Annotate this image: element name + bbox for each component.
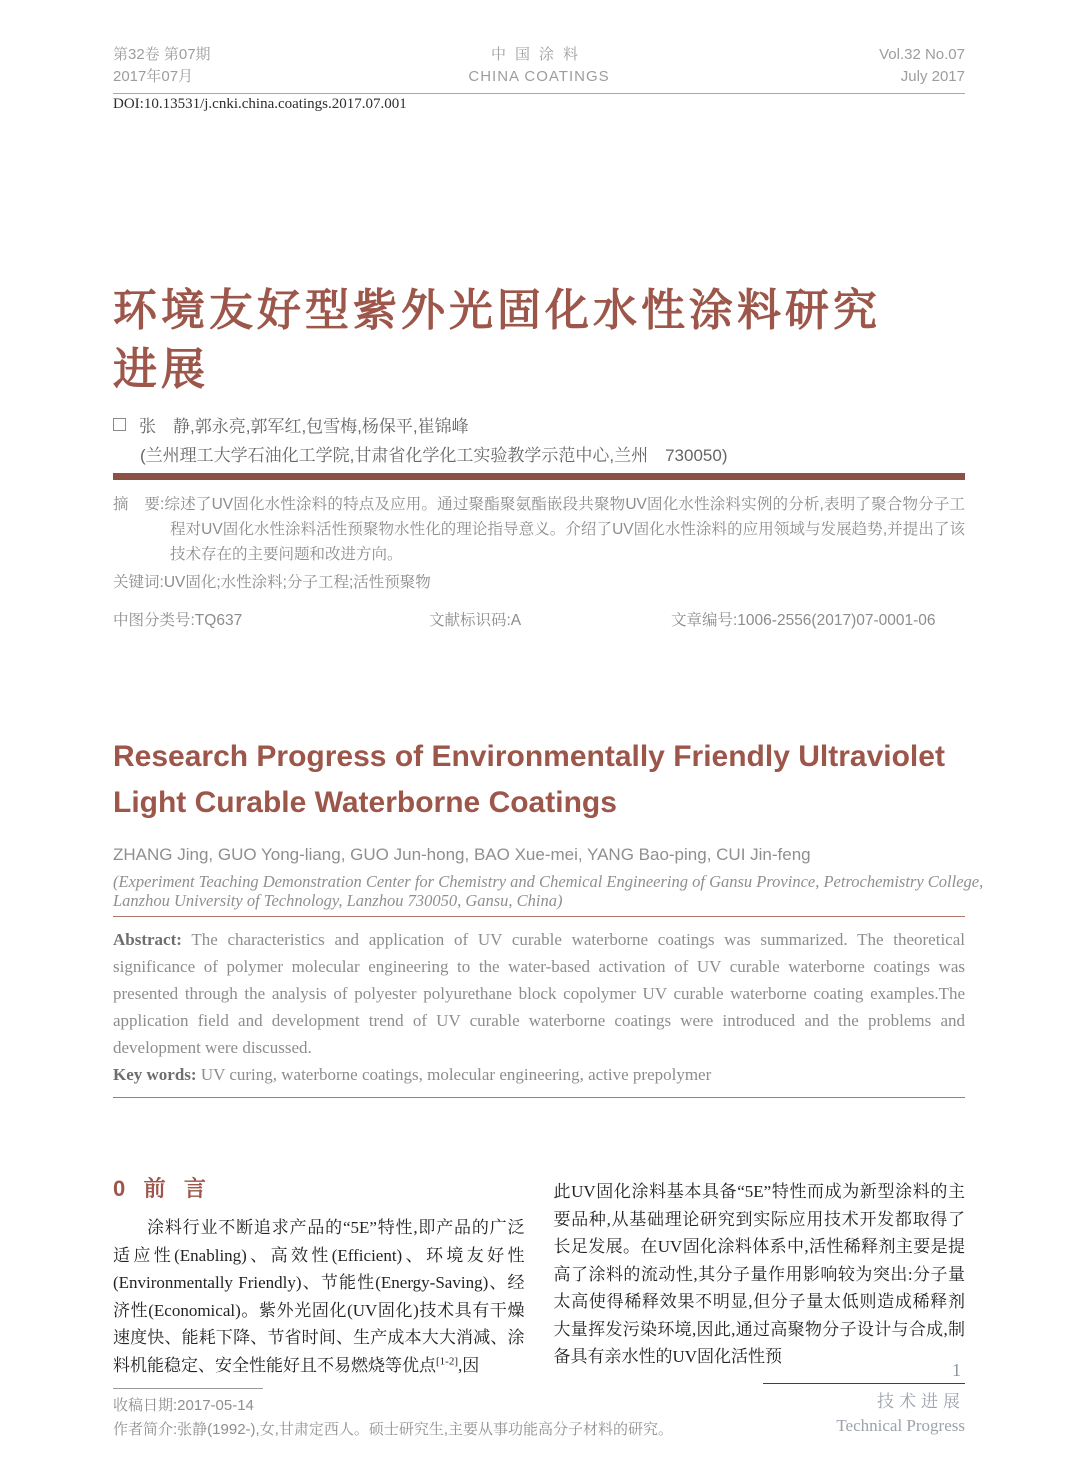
authors-en: ZHANG Jing, GUO Yong-liang, GUO Jun-hong, BAO Xue-mei, YANG Bao-ping, CUI Jin-feng	[113, 845, 811, 864]
journal-header	[113, 0, 965, 88]
doi: DOI:10.13531/j.cnki.china.coatings.2017.07.001	[113, 96, 407, 112]
volume-issue-cn: 第32卷 第07期	[113, 46, 211, 63]
author-square-icon	[113, 418, 126, 431]
article-title-cn-line1: 环境友好型紫外光固化水性涂料研究	[113, 286, 881, 335]
classification-row	[113, 608, 965, 630]
article-title-en-line1: Research Progress of Environmentally Friendly Ultraviolet	[113, 740, 945, 773]
column-name-en: Technical Progress	[836, 1416, 965, 1435]
document-code: 文献标识码:A	[429, 612, 522, 629]
volume-issue-en: Vol.32 No.07	[879, 46, 965, 63]
header-divider	[113, 93, 965, 94]
page-footer-rule	[763, 1383, 965, 1384]
article-title-en-line2: Light Curable Waterborne Coatings	[113, 786, 617, 819]
citation-ref: [1-2]	[436, 1354, 458, 1367]
section-heading-intro: 0 前 言	[113, 1176, 206, 1201]
keywords-cn-label: 关键词:	[113, 574, 164, 591]
intro-paragraph-left	[113, 1214, 525, 1379]
clc-number: 中图分类号:TQ637	[113, 612, 243, 629]
affiliation-en-line2: Lanzhou University of Technology, Lanzhou 730050, Gansu, China)	[113, 891, 563, 910]
affiliation-en	[113, 872, 984, 910]
date-en: July 2017	[900, 68, 965, 85]
page-footer	[763, 1360, 965, 1438]
intro-paragraph-right: 此UV固化涂料基本具备“5E”特性而成为新型涂料的主要品种,从基础理论研究到实际应用技术开发都取得了长足发展。在UV固化涂料体系中,活性稀释剂主要是提高了涂料的流动性,其分子量作用影响较为突出:分子量太高使得稀释效果不明显,但分子量太低则造成稀释剂大量挥发污染环境,因此,通过高聚物分子设计与合成,制备具有亲水性的UV固化活性预	[553, 1182, 965, 1366]
journal-name-cn: 中国涂料	[490, 46, 587, 63]
keywords-en	[113, 1061, 965, 1088]
accent-bar	[113, 473, 965, 480]
body-column-right	[554, 1178, 966, 1379]
header-volume-issue-en	[685, 44, 965, 88]
abstract-bottom-rule	[113, 1097, 965, 1098]
article-title-cn-line2: 进展	[113, 345, 209, 394]
article-title-en	[113, 734, 965, 826]
column-name-cn: 技术进展	[877, 1392, 965, 1411]
abstract-en	[113, 926, 965, 1061]
affiliation-en-line1: (Experiment Teaching Demonstration Center for Chemistry and Chemical Engineering of Gansu Province, Petrochemistry College,	[113, 872, 984, 891]
journal-name-en: CHINA COATINGS	[468, 68, 610, 85]
article-title-cn	[113, 281, 965, 399]
abstract-cn	[113, 492, 965, 567]
footnote-rule	[113, 1388, 263, 1389]
abstract-cn-label: 摘 要:	[113, 496, 165, 513]
article-id: 文章编号:1006-2556(2017)07-0001-06	[671, 612, 936, 629]
header-volume-issue-cn	[113, 44, 393, 88]
abstract-en-text: The characteristics and application of UV curable waterborne coatings was summarized. The theoretical significance of polymer molecular engineering to the water-based activation of UV curable waterborne coatings was presented through the analysis of polyester polyurethane block copolymer UV curable waterborne coating examples.The application field and development trend of UV curable waterborne coatings were introduced and the problems and development were discussed.	[113, 930, 965, 1057]
authors-cn: 张 静,郭永亮,郭军红,包雪梅,杨保平,崔锦峰	[139, 417, 469, 436]
abstract-top-rule	[113, 916, 965, 917]
intro-left-tail: ,因	[458, 1355, 480, 1375]
page-number: 1	[952, 1360, 961, 1380]
abstract-cn-text: 综述了UV固化水性涂料的特点及应用。通过聚酯聚氨酯嵌段共聚物UV固化水性涂料实例的分析,表明了聚合物分子工程对UV固化水性涂料活性预聚物水性化的理论指导意义。介绍了UV固化水性涂料的应用领域与发展趋势,并提出了该技术存在的主要问题和改进方向。	[164, 496, 966, 563]
affiliation-cn: (兰州理工大学石油化工学院,甘肃省化学化工实验教学示范中心,兰州 730050)	[140, 446, 728, 465]
journal-name	[393, 44, 685, 88]
abstract-en-label: Abstract:	[113, 930, 182, 949]
author-bio: 作者简介:张静(1992-),女,甘肃定西人。硕士研究生,主要从事功能高分子材料的研究。	[113, 1421, 674, 1438]
intro-left-text: 涂料行业不断追求产品的“5E”特性,即产品的广泛适应性(Enabling)、高效性(Efficient)、环境友好性(Environmentally Friendly)、节能性(Energy-Saving)、经济性(Economical)。紫外光固化(UV固化)技术具有干燥速度快、能耗下降、节省时间、生产成本大大消减、涂料机能稳定、安全性能好且不易燃烧等优点	[113, 1218, 525, 1375]
keywords-en-label: Key words:	[113, 1065, 197, 1084]
keywords-cn	[113, 570, 965, 595]
keywords-en-text: UV curing, waterborne coatings, molecular engineering, active prepolymer	[196, 1065, 712, 1084]
authors-cn-row	[113, 412, 965, 437]
body-column-left	[113, 1214, 525, 1379]
received-date: 收稿日期:2017-05-14	[113, 1397, 254, 1414]
keywords-cn-text: UV固化;水性涂料;分子工程;活性预聚物	[163, 574, 431, 591]
date-cn: 2017年07月	[113, 68, 194, 85]
